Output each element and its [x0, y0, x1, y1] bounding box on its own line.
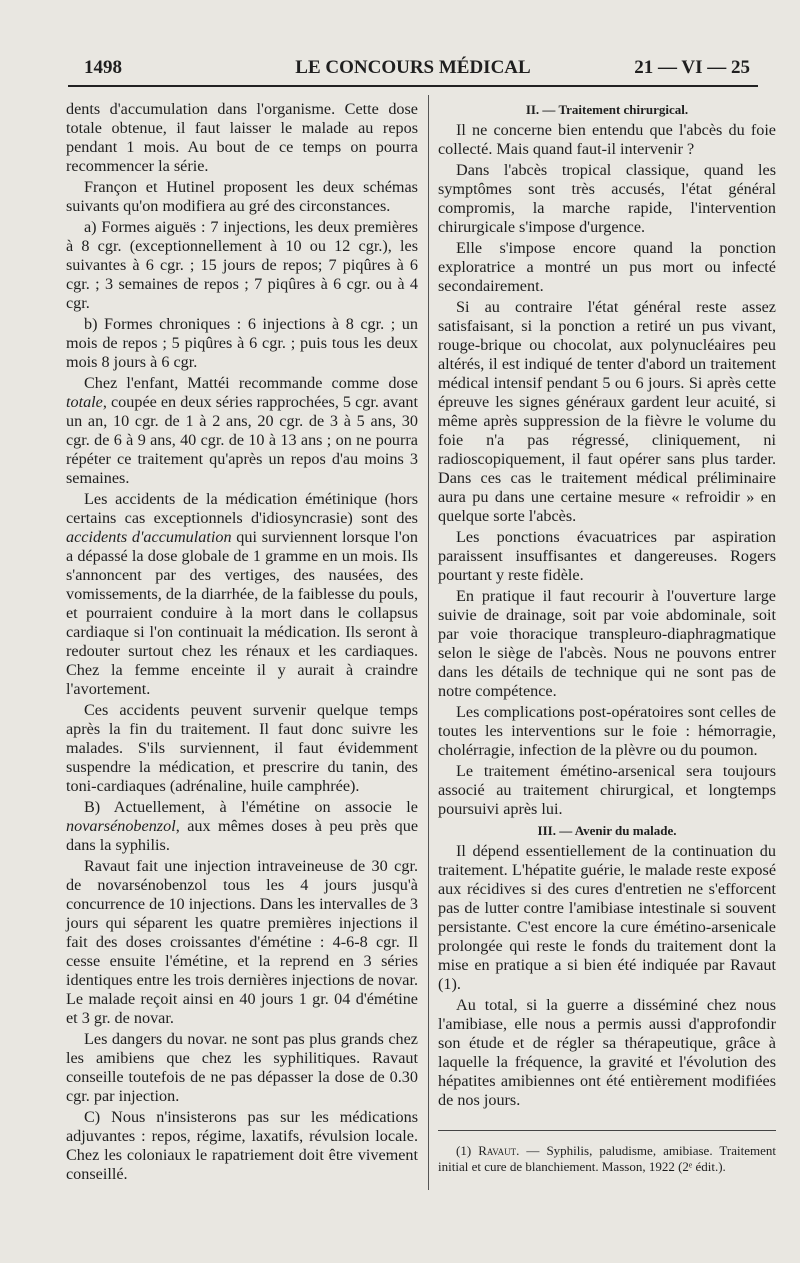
paragraph: Les complications post-opératoires sont celles de toutes les interventions sur le foie : hémorragie, cholérragie, infection de la plèvre ou du poumon.: [438, 703, 776, 759]
paragraph: C) Nous n'insisterons pas sur les médications adjuvantes : repos, régime, laxatifs, révulsion locale. Chez les coloniaux le rapatriement doit être vivement conseillé.: [66, 1108, 418, 1183]
section-heading: II. — Traitement chirurgical.: [525, 102, 689, 117]
paragraph: Si au contraire l'état général reste assez satisfaisant, si la ponction a retiré un pus vivant, rouge-brique ou chocolat, aux polynucléaires peu altérés, il est indiqué de tenter d'abord un traitement médical intensif pendant 5 ou 6 jours. Si après cette épreuve les signes généraux gardent leur acuité, si même après suppression de la fièvre le volume du foie n'a pas régressé, cliniquement, ni radioscopiquement, il faut opérer sans plus tarder. Dans ces cas le traitement médical préliminaire aura pu dans une certaine mesure « refroidir » en quelque sorte l'abcès.: [438, 298, 776, 525]
paragraph: Dans l'abcès tropical classique, quand les symptômes sont très accusés, l'état général compromis, la marche rapide, l'intervention chirurgicale s'impose d'urgence.: [438, 161, 776, 236]
paragraph: Françon et Hutinel proposent les deux schémas suivants qu'on modifiera au gré des circonstances.: [66, 178, 418, 215]
right-column: [438, 100, 776, 1112]
page-number: 1498: [84, 57, 122, 78]
paragraph: Les dangers du novar. ne sont pas plus grands chez les amibiens que chez les syphilitiques. Ravaut conseille toutefois de ne pas dépasser la dose de 0.30 cgr. par injection.: [66, 1030, 418, 1105]
paragraph: Les accidents de la médication émétinique (hors certains cas exceptionnels d'idiosyncrasie) sont des accidents d'accumulation qui surviennent lorsque l'on a dépassé la dose globale de 1 gramme en un mois. Ils s'annoncent par des vertiges, des nausées, des vomissements, de la diarrhée, de la faiblesse du pouls, et pourraient conduire à la mort dans le collapsus cardiaque si l'on continuait la médication. Ils seront à redouter surtout chez les rénaux et les cardiaques. Chez la femme enceinte il y aurait à craindre l'avortement.: [66, 490, 418, 698]
page-header: [68, 55, 758, 87]
paragraph: b) Formes chroniques : 6 injections à 8 cgr. ; un mois de repos ; 5 piqûres à 6 cgr. ; puis tous les deux mois 8 jours à 6 cgr.: [66, 315, 418, 371]
paragraph: En pratique il faut recourir à l'ouverture large suivie de drainage, soit par voie abdominale, soit par voie thoracique transpleuro-diaphragmatique selon le siège de l'abcès. Nous ne pouvons entrer dans les détails de technique qui ne sont pas de notre compétence.: [438, 587, 776, 700]
paragraph: Les ponctions évacuatrices par aspiration paraissent insuffisantes et dangereuses. Rogers pourtant y reste fidèle.: [438, 528, 776, 584]
section-heading: III. — Avenir du malade.: [537, 823, 677, 838]
paragraph: Ravaut fait une injection intraveineuse de 30 cgr. de novarsénobenzol tous les 4 jours jusqu'à concurrence de 10 injections. Dans les intervalles de 3 jours qui séparent les quatre premières injections il fait des doses croissantes d'émétine : 4-6-8 cgr. Il cesse ensuite l'émétine, et la reprend en 3 séries identiques entre les trois dernières injections de novar. Le malade reçoit ainsi en 40 jours 1 gr. 04 d'émétine et 3 gr. de novar.: [66, 857, 418, 1027]
paragraph: Elle s'impose encore quand la ponction exploratrice a montré un pus mort ou infecté secondairement.: [438, 239, 776, 295]
paragraph: dents d'accumulation dans l'organisme. Cette dose totale obtenue, il faut laisser le malade au repos pendant 1 mois. Au bout de ce temps on pourra recommencer la série.: [66, 100, 418, 175]
journal-title: LE CONCOURS MÉDICAL: [295, 57, 531, 78]
paragraph: Il ne concerne bien entendu que l'abcès du foie collecté. Mais quand faut-il intervenir ?: [438, 121, 776, 158]
paragraph: Chez l'enfant, Mattéi recommande comme dose totale, coupée en deux séries rapprochées, 5 cgr. avant un an, 10 cgr. de 1 à 2 ans, 20 cgr. de 3 à 5 ans, 30 cgr. de 6 à 9 ans, 40 cgr. de 10 à 13 ans ; on ne pourra répéter ce traitement qu'après un repos d'au moins 3 semaines.: [66, 374, 418, 487]
paragraph: Au total, si la guerre a disséminé chez nous l'amibiase, elle nous a permis aussi d'approfondir son étude et de régler sa thérapeutique, grâce à laquelle la fréquence, la gravité et l'évolution des hépatites amibiennes ont été entièrement modifiées de nos jours.: [438, 996, 776, 1109]
paragraph: B) Actuellement, à l'émétine on associe le novarsénobenzol, aux mêmes doses à peu près que dans la syphilis.: [66, 798, 418, 854]
issue-date: 21 — VI — 25: [634, 57, 750, 78]
paragraph: a) Formes aiguës : 7 injections, les deux premières à 8 cgr. (exceptionnellement à 10 ou 12 cgr.), les suivantes à 6 cgr. ; 15 jours de repos; 7 piqûres à 6 cgr. ; 3 semaines de repos ; 7 piqûres à 6 cgr. ou à 4 cgr.: [66, 218, 418, 312]
left-column: [66, 100, 418, 1186]
paragraph: Il dépend essentiellement de la continuation du traitement. L'hépatite guérie, le malade reste exposé aux récidives si des cures d'entretien ne s'efforcent pas de lutter contre l'amibiase intestinale si souvent persistante. C'est encore la cure émétino-arsenicale prolongée qui reste le fonds du traitement dont la mise en pratique a si bien été indiquée par Ravaut (1).: [438, 842, 776, 993]
paragraph: Le traitement émétino-arsenical sera toujours associé au traitement chirurgical, et longtemps poursuivi après lui.: [438, 762, 776, 818]
footnotes: [438, 1130, 776, 1175]
footnote: (1) Ravaut. — Syphilis, paludisme, amibiase. Traitement initial et cure de blanchiement. Masson, 1922 (2ᵉ édit.).: [438, 1143, 776, 1174]
column-divider: [428, 95, 429, 1190]
paragraph: Ces accidents peuvent survenir quelque temps après la fin du traitement. Il faut donc suivre les malades. S'ils surviennent, il faut évidemment suspendre la médication, et prescrire du tanin, des toni-cardiaques (adrénaline, huile camphrée).: [66, 701, 418, 795]
